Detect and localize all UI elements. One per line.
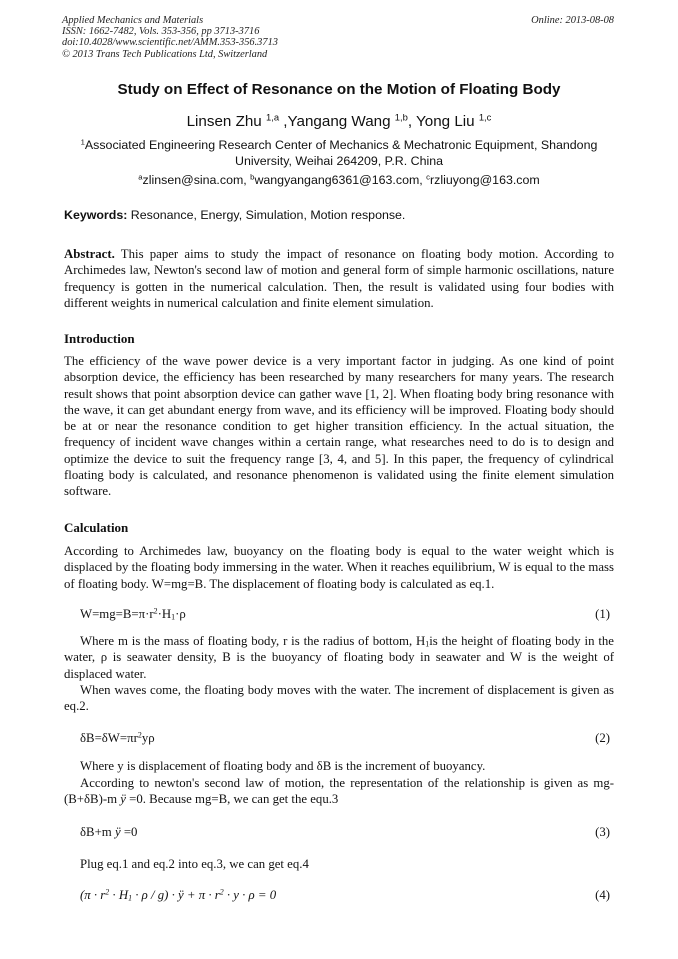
keywords	[64, 208, 616, 222]
email-mark: a	[138, 172, 143, 182]
keywords-text: Resonance, Energy, Simulation, Motion response.	[127, 208, 406, 222]
author-name: Yangang Wang	[287, 113, 391, 130]
author-name: Yong Liu	[416, 113, 475, 130]
paragraph-text: According to newton's second law of motion, the representation of the relationship is given as mg-(B+δB)-m	[64, 776, 614, 807]
keywords-label: Keywords:	[64, 208, 128, 222]
equation-3	[80, 824, 614, 840]
online-date: Online: 2013-08-08	[531, 15, 614, 26]
introduction-text: The efficiency of the wave power device is a very important factor in judging. As one kind of point absorption device, the efficiency has been researched by many researchers for many years. The research result shows that point absorption device can gather wave [1, 2]. When floating body bring resonance with the wave, it can get abundant energy from wave, and its efficiency will be improved. Floating body should be at or near the resonance condition to get higher transition efficiency. In the actual situation, the frequency of incident wave changes within a certain range, what researches need to do is to design and optimize the device to suit the frequency range [3, 4, and 5]. In this paper, the frequency of cylindrical floating body is calculated, and resonance phenomenon is validated using the finite element simulation software.	[64, 354, 614, 499]
author-separator: ,	[407, 113, 417, 130]
equation-3-number: (3)	[595, 825, 610, 839]
math-ydotdot: ÿ	[117, 792, 126, 807]
email: zlinsen@sina.com,	[142, 173, 251, 187]
abstract	[64, 246, 614, 311]
equation-4-body: $(\pi \cdot r^2 \cdot H_1 \cdot \rho / g)$ · ÿ + $\pi \cdot r^2 \cdot y \cdot \rho = 0$	[80, 887, 277, 903]
calculation-paragraph: Plug eq.1 and eq.2 into eq.3, we can get eq.4	[80, 857, 309, 871]
paragraph-text: Where m is the mass of floating body, r is the radius of bottom, H	[80, 634, 426, 648]
journal-name: Applied Mechanics and Materials	[62, 15, 204, 26]
issn: ISSN: 1662-7482, Vols. 353-356, pp 3713-3716	[62, 26, 260, 38]
calculation-paragraph: Where y is displacement of floating body and δB is the increment of buoyancy.	[80, 759, 486, 773]
paragraph-text: is the height of floating body in the water, ρ is seawater density, B is the buoyancy of floating body in seawater and W is the weight of displaced water.	[64, 634, 614, 681]
journal-header	[62, 15, 614, 60]
equation-4-number: (4)	[595, 888, 610, 902]
affiliation-mark: 1	[80, 137, 85, 147]
email: wangyangang6361@163.com,	[254, 173, 427, 187]
calculation-paragraph: According to Archimedes law, buoyancy on the floating body is equal to the water weight which is displaced by the floating body immersing in the water. When it reaches equilibrium, W is equal to the mass of floating body. W=mg=B. The displacement of floating body is calculated as eq.1.	[64, 544, 614, 591]
equation-2-body: $\delta B=\delta W=\pi r^2y\rho$	[80, 730, 155, 745]
abstract-text: This paper aims to study the impact of resonance on floating body motion. According to Archimedes law, Newton's second law of motion and general form of simple harmonic oscillations, nature frequency is gotten in the numerical calculation. Then, the result is validated using four bodies with different weights in numerical calculation and finite element simulation.	[64, 247, 614, 310]
equation-4	[80, 887, 614, 903]
author-affil-mark: 1,c	[478, 111, 492, 123]
paragraph-text: =0. Because mg=B, we can get the equ.3	[125, 792, 339, 807]
abstract-label: Abstract.	[64, 247, 115, 261]
section-heading-introduction: Introduction	[64, 331, 135, 346]
equation-1-number: (1)	[595, 607, 610, 621]
author-emails	[0, 173, 678, 187]
author-affil-mark: 1,b	[394, 111, 408, 123]
equation-2	[80, 730, 614, 746]
copyright: © 2013 Trans Tech Publications Ltd, Switzerland	[62, 48, 268, 60]
email-mark: c	[426, 172, 431, 182]
calculation-paragraph	[64, 633, 614, 682]
author-name: Linsen Zhu	[186, 113, 262, 130]
author-list	[0, 113, 678, 130]
affiliation-text: Associated Engineering Research Center of Mechanics & Mechatronic Equipment, Shandong University, Weihai 264209, P.R. China	[84, 138, 598, 168]
paper-title: Study on Effect of Resonance on the Motion of Floating Body	[117, 81, 561, 98]
equation-1-body: $W=mg=B=\pi\cdot r^2\cdot H_1\cdot\rho$	[80, 606, 186, 622]
author-separator: ,	[279, 113, 288, 130]
subscript: 1	[425, 639, 430, 649]
section-heading-calculation: Calculation	[64, 520, 129, 535]
calculation-paragraph	[64, 775, 614, 808]
equation-1	[80, 606, 614, 622]
email: rzliuyong@163.com	[430, 173, 540, 187]
calculation-paragraph: When waves come, the floating body moves with the water. The increment of displacement is given as eq.2.	[64, 683, 614, 714]
affiliation	[70, 137, 608, 169]
author-affil-mark: 1,a	[266, 111, 280, 123]
equation-3-body: δB+m ÿ =0	[80, 825, 138, 839]
email-mark: b	[250, 172, 255, 182]
doi: doi:10.4028/www.scientific.net/AMM.353-356.3713	[62, 37, 278, 49]
equation-2-number: (2)	[595, 731, 610, 745]
